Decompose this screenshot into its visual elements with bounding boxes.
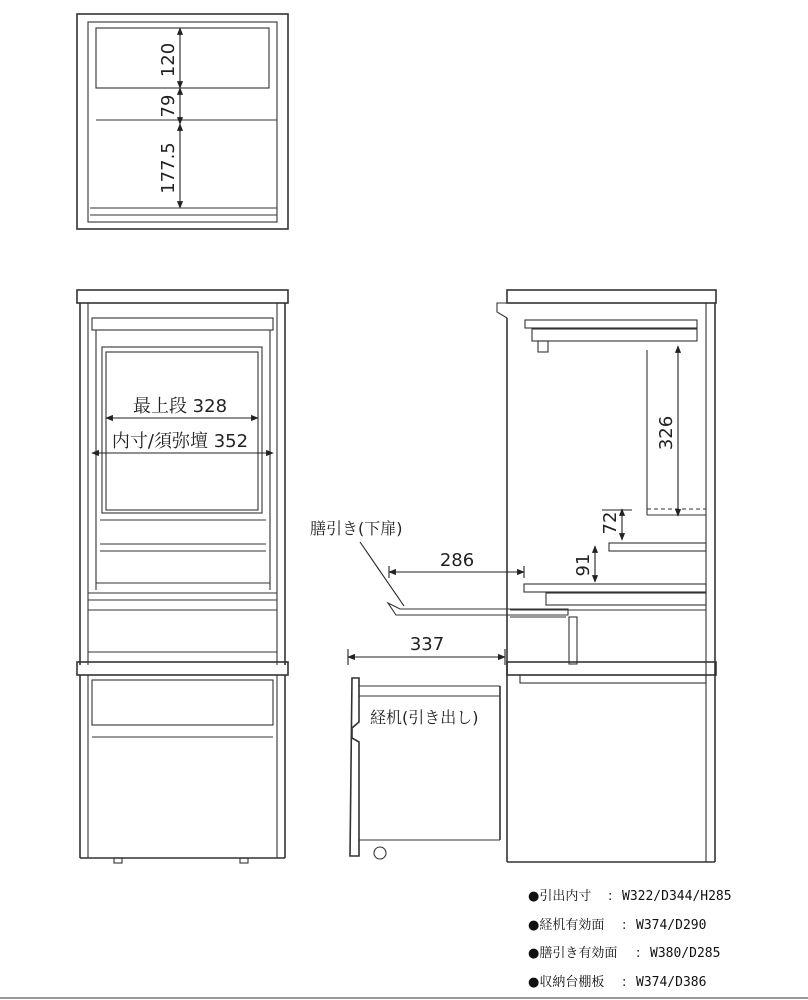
dim-337: 337 (409, 634, 445, 655)
dim-286: 286 (439, 550, 475, 571)
dim-326: 326 (656, 415, 677, 451)
spec-list (528, 888, 732, 990)
dim-72: 72 (600, 511, 621, 535)
spec-sep: : (622, 975, 627, 990)
front-view (77, 290, 288, 863)
spec-value: W380/D285 (650, 946, 721, 961)
top-shelf-width-label: 最上段 328 (132, 396, 228, 417)
dim-177-5: 177.5 (158, 142, 179, 194)
spec-sep: : (636, 946, 641, 961)
spec-key-desk-surface: ●経机有効面 (528, 918, 605, 933)
spec-key-shelf-board: ●収納台棚板 (528, 975, 605, 990)
dim-120: 120 (158, 42, 179, 78)
spec-key-tray-surface: ●膳引き有効面 (528, 946, 618, 961)
side-view (310, 290, 716, 862)
slide-tray-shape (388, 603, 568, 615)
inner-width-label: 内寸/須弥壇 352 (111, 431, 249, 452)
spec-value: W374/D290 (636, 918, 707, 933)
slide-tray-label: 膳引き(下扉) (310, 519, 403, 538)
spec-value: W322/D344/H285 (622, 889, 732, 904)
top-view (77, 14, 288, 229)
spec-value: W374/D386 (636, 975, 707, 990)
dim-91: 91 (573, 553, 594, 577)
slide-tray-leader (360, 542, 404, 606)
spec-key-drawer-inner: ●引出内寸 (528, 889, 592, 904)
dim-79: 79 (158, 94, 179, 118)
drawer-shape (350, 678, 500, 859)
spec-sep: : (608, 889, 613, 904)
spec-sep: : (622, 918, 627, 933)
drawer-label: 経机(引き出し) (370, 708, 479, 727)
